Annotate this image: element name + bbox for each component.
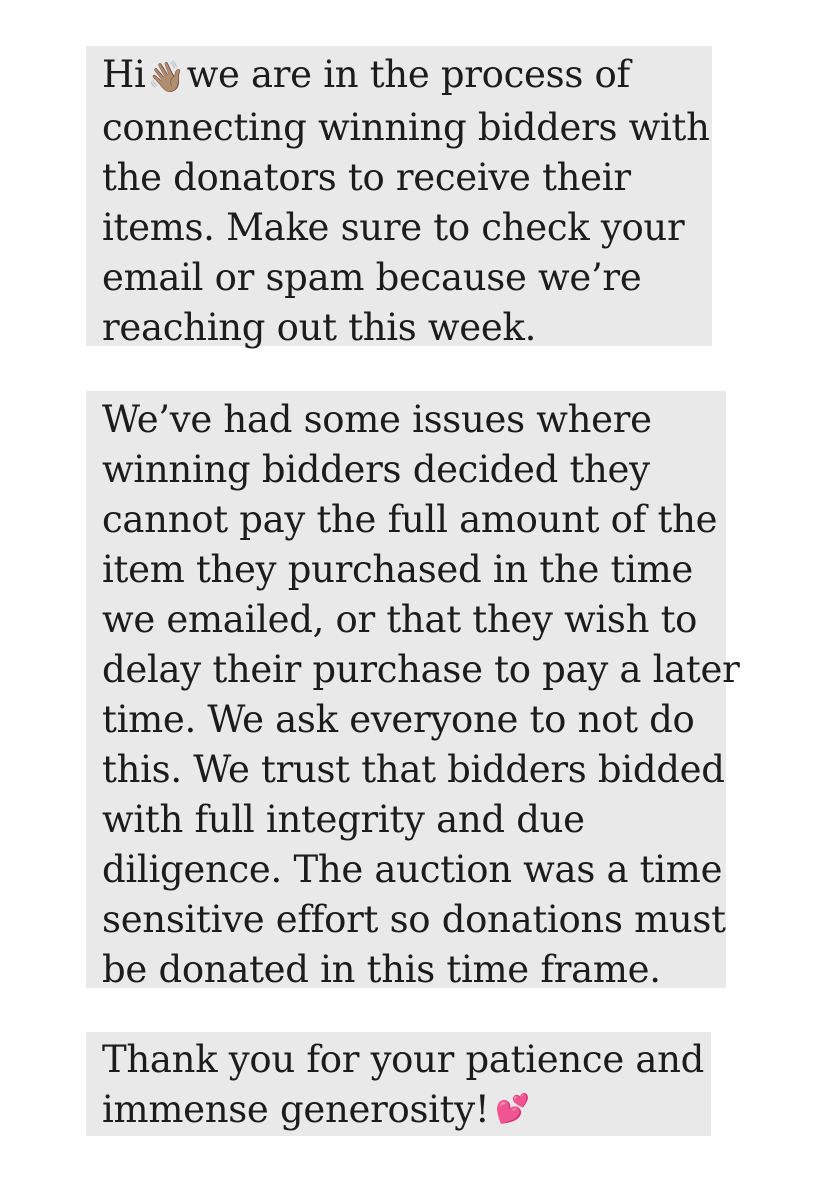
two-hearts-icon: 💕: [495, 1092, 530, 1125]
text-line: this. We trust that bidders bidded: [102, 748, 725, 791]
text-line: [102, 1085, 711, 1138]
text-line: with full integrity and due: [102, 798, 585, 841]
text-line-content: we are in the process of: [186, 53, 630, 96]
text-line: time. We ask everyone to not do: [102, 698, 695, 741]
greeting-text: Hi: [102, 53, 146, 96]
text-line: the donators to receive their: [102, 156, 631, 199]
text-line: connecting winning bidders with: [102, 106, 710, 149]
text-line-content: immense generosity!: [102, 1088, 490, 1131]
text-line: cannot pay the full amount of the: [102, 498, 718, 541]
text-line: delay their purchase to pay a later: [102, 648, 740, 691]
message-block-3: [86, 1032, 711, 1136]
text-line: item they purchased in the time: [102, 548, 694, 591]
message-block-1: [86, 46, 712, 349]
text-line: diligence. The auction was a time: [102, 848, 723, 891]
text-line: be donated in this time frame.: [102, 948, 661, 991]
text-line: Thank you for your patience and: [102, 1038, 705, 1081]
waving-hand-icon: 👋🏽: [147, 60, 185, 95]
text-line: We’ve had some issues where: [102, 398, 652, 441]
text-line: [102, 50, 712, 103]
text-line: email or spam because we’re: [102, 256, 642, 299]
text-line: sensitive effort so donations must: [102, 898, 726, 941]
text-line: reaching out this week.: [102, 306, 537, 349]
text-line: we emailed, or that they wish to: [102, 598, 698, 641]
text-line: items. Make sure to check your: [102, 206, 685, 249]
text-line: winning bidders decided they: [102, 448, 650, 491]
message-block-2: [86, 391, 740, 991]
